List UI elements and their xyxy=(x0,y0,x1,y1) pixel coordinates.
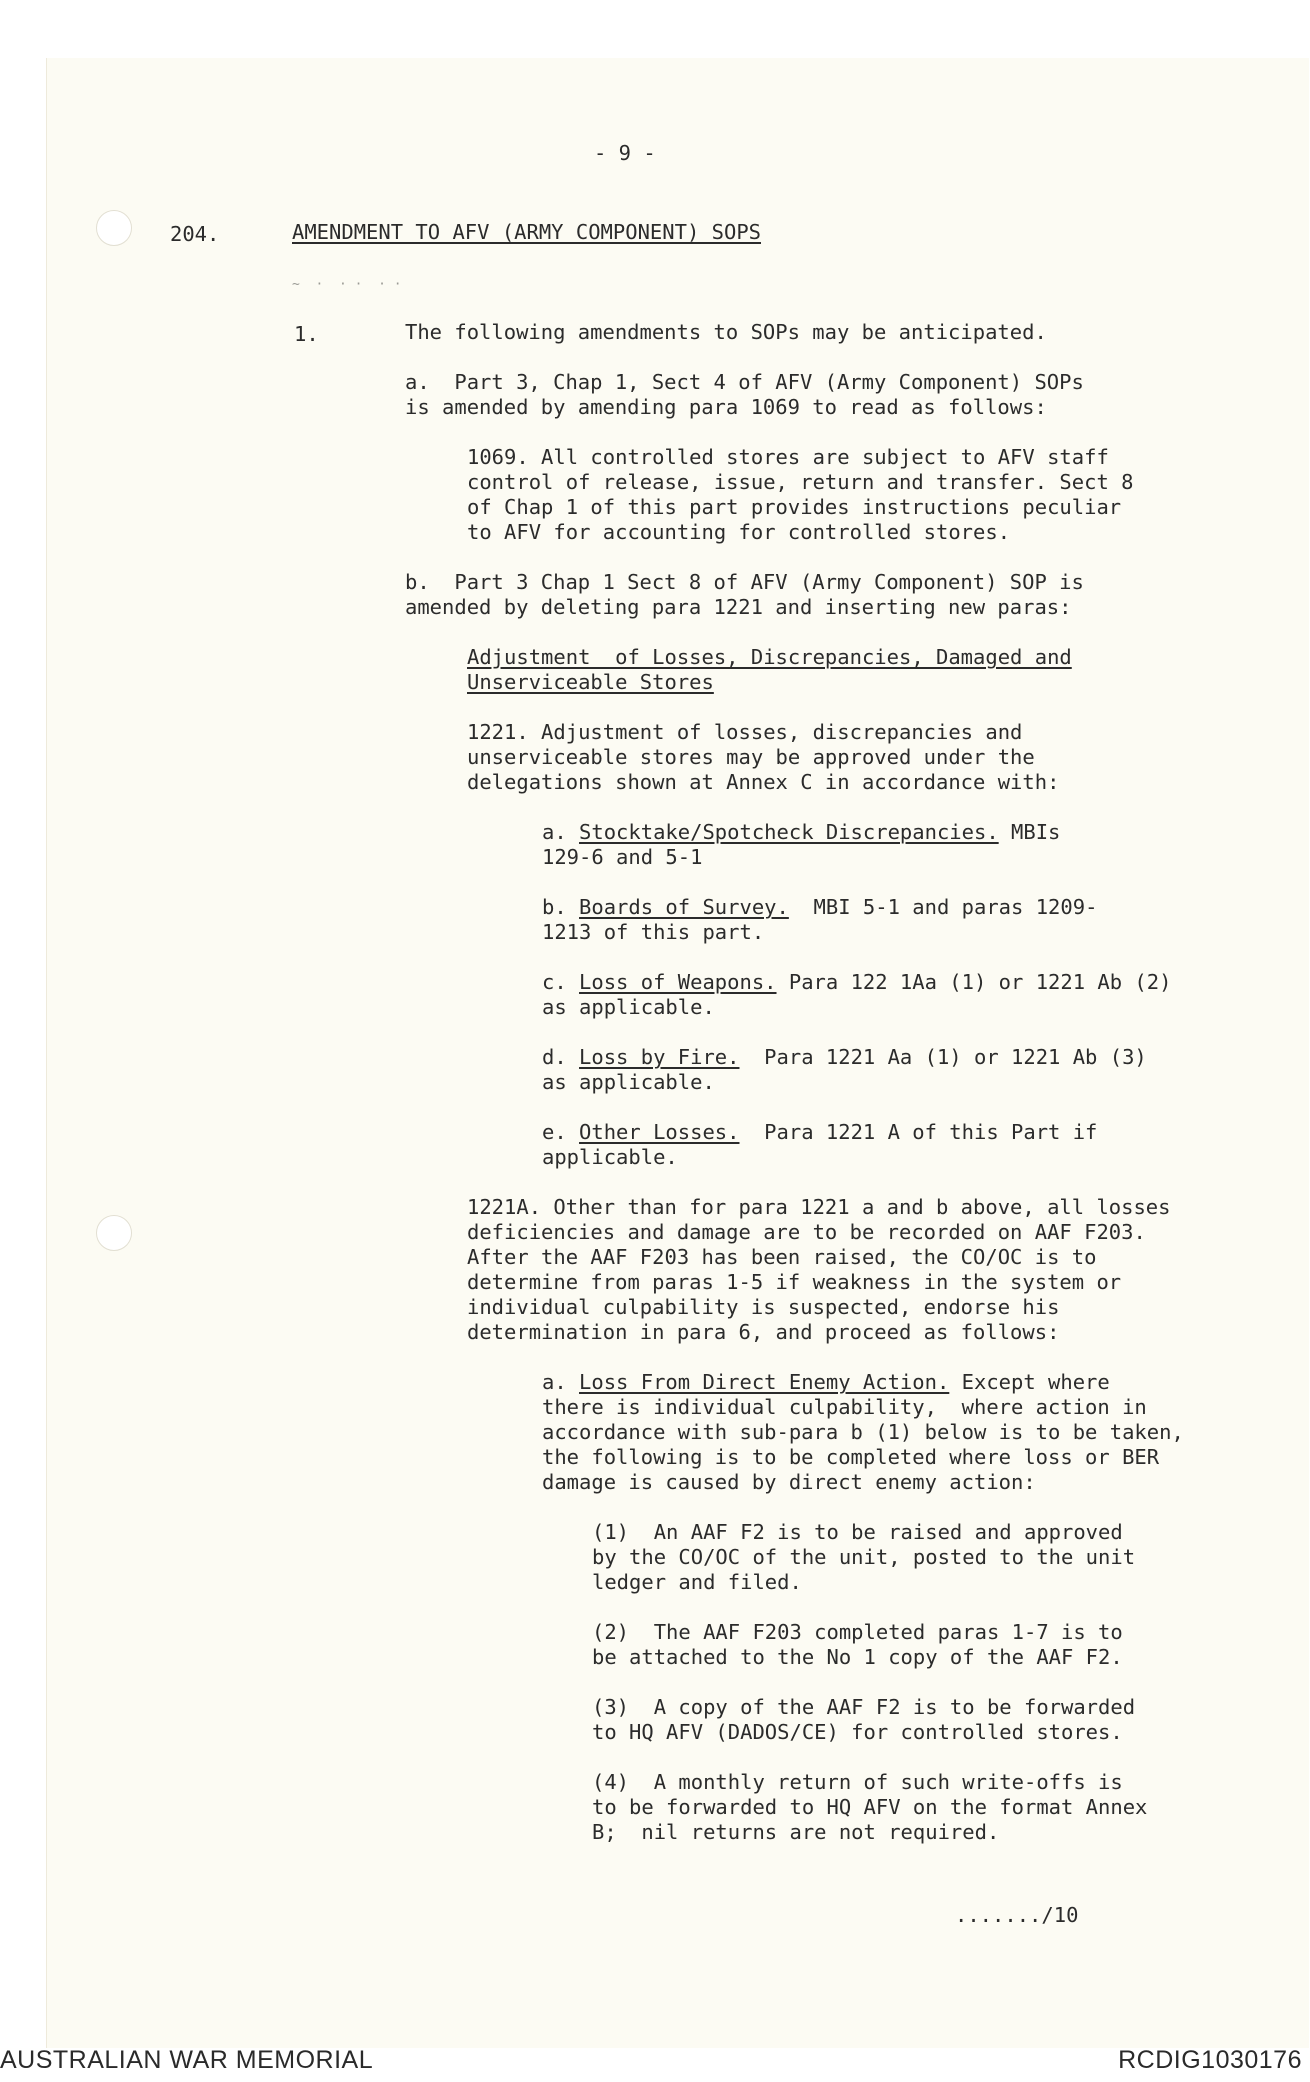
para-1069-line: 1069. All controlled stores are subject to AFV staff xyxy=(467,445,1109,469)
item-text: Except where xyxy=(949,1370,1110,1394)
page-number: - 9 - xyxy=(594,141,656,165)
para-1221A-line: 1221A. Other than for para 1221 a and b above, all losses xyxy=(467,1195,1171,1219)
para-1221-line: delegations shown at Annex C in accordance with: xyxy=(467,770,1060,794)
section-number: 204. xyxy=(170,222,220,246)
enemy-action-line: accordance with sub-para b (1) below is to be taken, xyxy=(542,1420,1184,1444)
sub-para-a-line: is amended by amending para 1069 to read as follows: xyxy=(405,395,1047,419)
numbered-item-line: (2) The AAF F203 completed paras 1-7 is to xyxy=(592,1620,1123,1644)
numbered-item-line: B; nil returns are not required. xyxy=(592,1820,1000,1844)
item-letter: a. xyxy=(542,1370,567,1394)
enemy-action-line: the following is to be completed where loss or BER xyxy=(542,1445,1160,1469)
para-1221A-line: deficiencies and damage are to be recorded on AAF F203. xyxy=(467,1220,1146,1244)
item-title: Loss From Direct Enemy Action. xyxy=(579,1370,950,1394)
list-item-b xyxy=(542,895,1097,920)
para-1221-line: 1221. Adjustment of losses, discrepancies and xyxy=(467,720,1023,744)
sub-para-b-line: b. Part 3 Chap 1 Sect 8 of AFV (Army Component) SOP is xyxy=(405,570,1084,594)
enemy-action-heading xyxy=(542,1370,1110,1395)
punch-hole xyxy=(96,210,132,246)
sub-para-b-line: amended by deleting para 1221 and inserting new paras: xyxy=(405,595,1072,619)
item-text: as applicable. xyxy=(542,1070,715,1094)
para-text: The following amendments to SOPs may be anticipated. xyxy=(405,320,1047,344)
enemy-action-line: damage is caused by direct enemy action: xyxy=(542,1470,1036,1494)
continuation-marker: ......./10 xyxy=(955,1903,1079,1927)
list-item-a xyxy=(542,820,1060,845)
item-title: Loss of Weapons. xyxy=(579,970,777,994)
numbered-item-line: (4) A monthly return of such write-offs is xyxy=(592,1770,1123,1794)
item-text: applicable. xyxy=(542,1145,678,1169)
para-1221A-line: After the AAF F203 has been raised, the CO/OC is to xyxy=(467,1245,1097,1269)
footer-archive-name: AUSTRALIAN WAR MEMORIAL xyxy=(0,2046,374,2074)
item-letter: d. xyxy=(542,1045,567,1069)
sub-para-a-line: a. Part 3, Chap 1, Sect 4 of AFV (Army Component) SOPs xyxy=(405,370,1084,394)
para-1221A-line: determine from paras 1-5 if weakness in the system or xyxy=(467,1270,1122,1294)
numbered-item-line: (1) An AAF F2 is to be raised and approved xyxy=(592,1520,1123,1544)
para-1221-line: unserviceable stores may be approved under the xyxy=(467,745,1035,769)
para-1069-line: of Chap 1 of this part provides instructions peculiar xyxy=(467,495,1122,519)
list-item-e xyxy=(542,1120,1097,1145)
item-text: MBI 5-1 and paras 1209- xyxy=(788,895,1098,919)
item-text: Para 1221 A of this Part if xyxy=(739,1120,1098,1144)
item-letter: e. xyxy=(542,1120,567,1144)
item-text: MBIs xyxy=(998,820,1061,844)
numbered-item-line: to HQ AFV (DADOS/CE) for controlled stores. xyxy=(592,1720,1123,1744)
sub-heading-line: Adjustment of Losses, Discrepancies, Damaged and xyxy=(467,645,1072,669)
punch-hole xyxy=(96,1215,132,1251)
section-title: AMENDMENT TO AFV (ARMY COMPONENT) SOPS xyxy=(292,220,761,244)
numbered-item-line: by the CO/OC of the unit, posted to the unit xyxy=(592,1545,1136,1569)
item-title: Boards of Survey. xyxy=(579,895,789,919)
item-text: 1213 of this part. xyxy=(542,920,765,944)
para-number: 1. xyxy=(294,322,319,346)
para-1221A-line: individual culpability is suspected, endorse his xyxy=(467,1295,1060,1319)
item-text: Para 122 1Aa (1) or 1221 Ab (2) xyxy=(776,970,1172,994)
item-title: Loss by Fire. xyxy=(579,1045,740,1069)
item-text: 129-6 and 5-1 xyxy=(542,845,703,869)
item-title: Stocktake/Spotcheck Discrepancies. xyxy=(579,820,999,844)
enemy-action-line: there is individual culpability, where action in xyxy=(542,1395,1147,1419)
footer-record-id: RCDIG1030176 xyxy=(1118,2046,1302,2074)
item-title: Other Losses. xyxy=(579,1120,740,1144)
list-item-d xyxy=(542,1045,1147,1070)
item-letter: a. xyxy=(542,820,567,844)
item-letter: b. xyxy=(542,895,567,919)
list-item-c xyxy=(542,970,1171,995)
faint-marks: ~ · · · · · xyxy=(292,277,402,292)
sub-heading-line: Unserviceable Stores xyxy=(467,670,714,694)
numbered-item-line: be attached to the No 1 copy of the AAF F2. xyxy=(592,1645,1123,1669)
para-1069-line: to AFV for accounting for controlled stores. xyxy=(467,520,1011,544)
item-text: Para 1221 Aa (1) or 1221 Ab (3) xyxy=(739,1045,1147,1069)
para-1069-line: control of release, issue, return and transfer. Sect 8 xyxy=(467,470,1134,494)
para-1221A-line: determination in para 6, and proceed as follows: xyxy=(467,1320,1060,1344)
item-letter: c. xyxy=(542,970,567,994)
numbered-item-line: to be forwarded to HQ AFV on the format Annex xyxy=(592,1795,1148,1819)
item-text: as applicable. xyxy=(542,995,715,1019)
numbered-item-line: ledger and filed. xyxy=(592,1570,802,1594)
numbered-item-line: (3) A copy of the AAF F2 is to be forwarded xyxy=(592,1695,1136,1719)
